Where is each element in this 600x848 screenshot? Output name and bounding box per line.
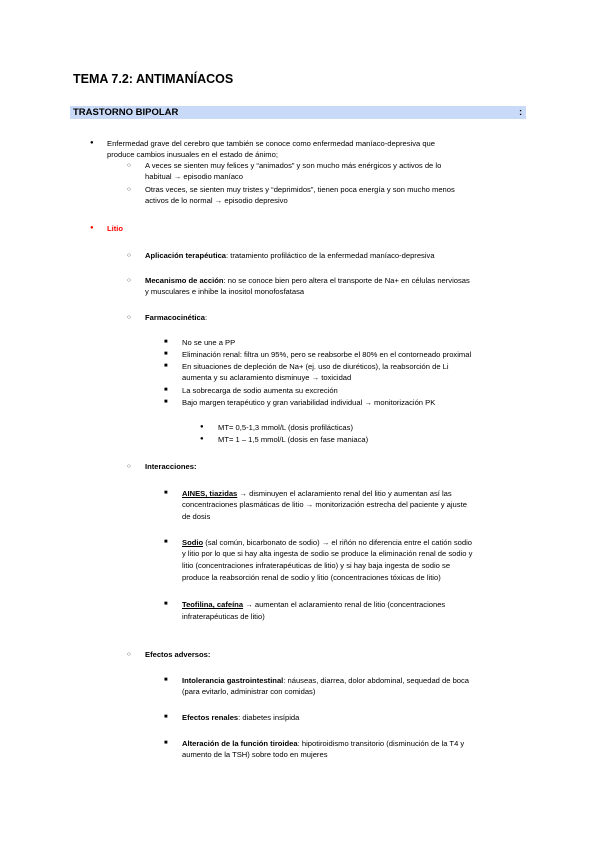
- bullet-icon: ●: [200, 436, 204, 442]
- square-bullet-icon: ■: [164, 714, 168, 720]
- sodio-text-1: (sal común, bicarbonato de sodio) → el riñón no diferencia entre el catión sodio: [203, 538, 472, 547]
- tiroides-text-1: : hipotiroidismo transitorio (disminución de la T4 y: [297, 739, 465, 748]
- sodio-line-4: produce la reabsorción renal de sodio y litio (concentraciones tóxicas de litio): [182, 573, 441, 582]
- litio-heading: Litio: [107, 224, 124, 233]
- mecanismo-text-1: : no se conoce bien pero altera el transporte de Na+ en células nerviosas: [223, 276, 470, 285]
- gi-term: Intolerancia gastrointestinal: [182, 676, 284, 685]
- page-title: TEMA 7.2: ANTIMANÍACOS: [73, 72, 234, 86]
- efectos-heading: Efectos adversos:: [145, 650, 211, 659]
- farmaco-term: Farmacocinética: [145, 313, 205, 322]
- tiroides-term: Alteración de la función tiroidea: [182, 739, 298, 748]
- renal-term: Efectos renales: [182, 713, 239, 722]
- farmaco-item-5: Bajo margen terapéutico y gran variabilidad individual → monitorización PK: [182, 398, 436, 407]
- farmaco-item-4: La sobrecarga de sodio aumenta su excreción: [182, 386, 338, 395]
- square-bullet-icon: ■: [164, 677, 168, 683]
- section-colon: :: [519, 107, 523, 118]
- sodio-line-1: [182, 537, 472, 548]
- aines-line-1: [182, 488, 452, 499]
- circle-bullet-icon: ○: [127, 314, 131, 321]
- aplicacion-text: : tratamiento profiláctico de la enfermedad maníaco-depresiva: [226, 251, 435, 260]
- square-bullet-icon: ■: [164, 363, 168, 369]
- tiroides-line-1: [182, 738, 464, 749]
- intro-sub1-line-2: habitual → episodio maníaco: [145, 172, 243, 181]
- intro-line-2: produce cambios inusuales en el estado de ánimo;: [107, 150, 278, 159]
- intro-sub1-line-1: A veces se sienten muy felices y “animados” y son mucho más enérgicos y activos de lo: [145, 161, 442, 170]
- aplicacion-line: [145, 250, 435, 261]
- mecanismo-line-2: y musculares e inhibe la inositol monofosfatasa: [145, 287, 305, 296]
- gi-text-1: : náuseas, diarrea, dolor abdominal, sequedad de boca: [283, 676, 470, 685]
- farmaco-item-3-line-2: aumenta y su aclaramiento disminuye → toxicidad: [182, 373, 352, 382]
- mt-item-2: MT= 1 – 1,5 mmol/L (dosis en fase maniaca): [218, 435, 369, 444]
- gi-line-2: (para evitarlo, administrar con comidas): [182, 687, 316, 696]
- aines-line-2: concentraciones plasmáticas de litio → monitorización estrecha del paciente y ajuste: [182, 500, 467, 509]
- square-bullet-icon: ■: [164, 351, 168, 357]
- teofilina-term: Teofilina, cafeína: [182, 600, 244, 609]
- circle-bullet-icon: ○: [127, 252, 131, 259]
- circle-bullet-icon: ○: [127, 463, 131, 470]
- aines-text-1: → disminuyen el aclaramiento renal del litio y aumentan así las: [237, 489, 452, 498]
- aines-line-3: de dosis: [182, 512, 211, 521]
- teofilina-line-2: infraterapéuticas de litio): [182, 612, 265, 621]
- mecanismo-term: Mecanismo de acción: [145, 276, 224, 285]
- bullet-icon-red: ●: [90, 225, 94, 231]
- farmaco-item-2: Eliminación renal: filtra un 95%, pero se reabsorbe el 80% en el contorneado proximal: [182, 350, 472, 359]
- section-heading: TRASTORNO BIPOLAR: [73, 107, 179, 118]
- renal-line: [182, 712, 299, 723]
- teofilina-text-1: → aumentan el aclaramiento renal de litio (concentraciones: [243, 600, 446, 609]
- intro-sub2-line-2: activos de lo normal → episodio depresivo: [145, 196, 288, 205]
- circle-bullet-icon: ○: [127, 162, 131, 169]
- farmaco-item-1: No se une a PP: [182, 338, 236, 347]
- farmaco-colon: :: [204, 313, 208, 322]
- interacciones-heading: Interacciones:: [145, 462, 197, 471]
- intro-line-1: Enfermedad grave del cerebro que también se conoce como enfermedad maníaco-depresiva que: [107, 139, 435, 148]
- sodio-term: Sodio: [182, 538, 204, 547]
- square-bullet-icon: ■: [164, 387, 168, 393]
- tiroides-line-2: aumento de la TSH) sobre todo en mujeres: [182, 750, 328, 759]
- circle-bullet-icon: ○: [127, 277, 131, 284]
- bullet-icon: ●: [200, 424, 204, 430]
- intro-sub2-line-1: Otras veces, se sienten muy tristes y “deprimidos”, tienen poca energía y son mucho menos: [145, 185, 455, 194]
- gi-line-1: [182, 675, 469, 686]
- sodio-line-2: y litio por lo que si hay alta ingesta de sodio se produce la eliminación renal de sodio y: [182, 549, 473, 558]
- aplicacion-term: Aplicación terapéutica: [145, 251, 227, 260]
- square-bullet-icon: ■: [164, 399, 168, 405]
- square-bullet-icon: ■: [164, 740, 168, 746]
- aines-term: AINES, tiazidas: [182, 489, 238, 498]
- teofilina-line-1: [182, 599, 445, 610]
- sodio-line-3: litio (concentraciones infraterapéuticas de litio) y si hay baja ingesta de sodio se: [182, 561, 451, 570]
- farmaco-line: [145, 312, 207, 323]
- circle-bullet-icon: ○: [127, 186, 131, 193]
- square-bullet-icon: ■: [164, 339, 168, 345]
- bullet-icon: ●: [90, 140, 94, 146]
- square-bullet-icon: ■: [164, 601, 168, 607]
- farmaco-item-3-line-1: En situaciones de depleción de Na+ (ej. uso de diuréticos), la reabsorción de Li: [182, 362, 449, 371]
- circle-bullet-icon: ○: [127, 651, 131, 658]
- square-bullet-icon: ■: [164, 539, 168, 545]
- square-bullet-icon: ■: [164, 490, 168, 496]
- mt-item-1: MT= 0,5-1,3 mmol/L (dosis profilácticas): [218, 423, 353, 432]
- renal-text: : diabetes insípida: [238, 713, 300, 722]
- mecanismo-line-1: [145, 275, 470, 286]
